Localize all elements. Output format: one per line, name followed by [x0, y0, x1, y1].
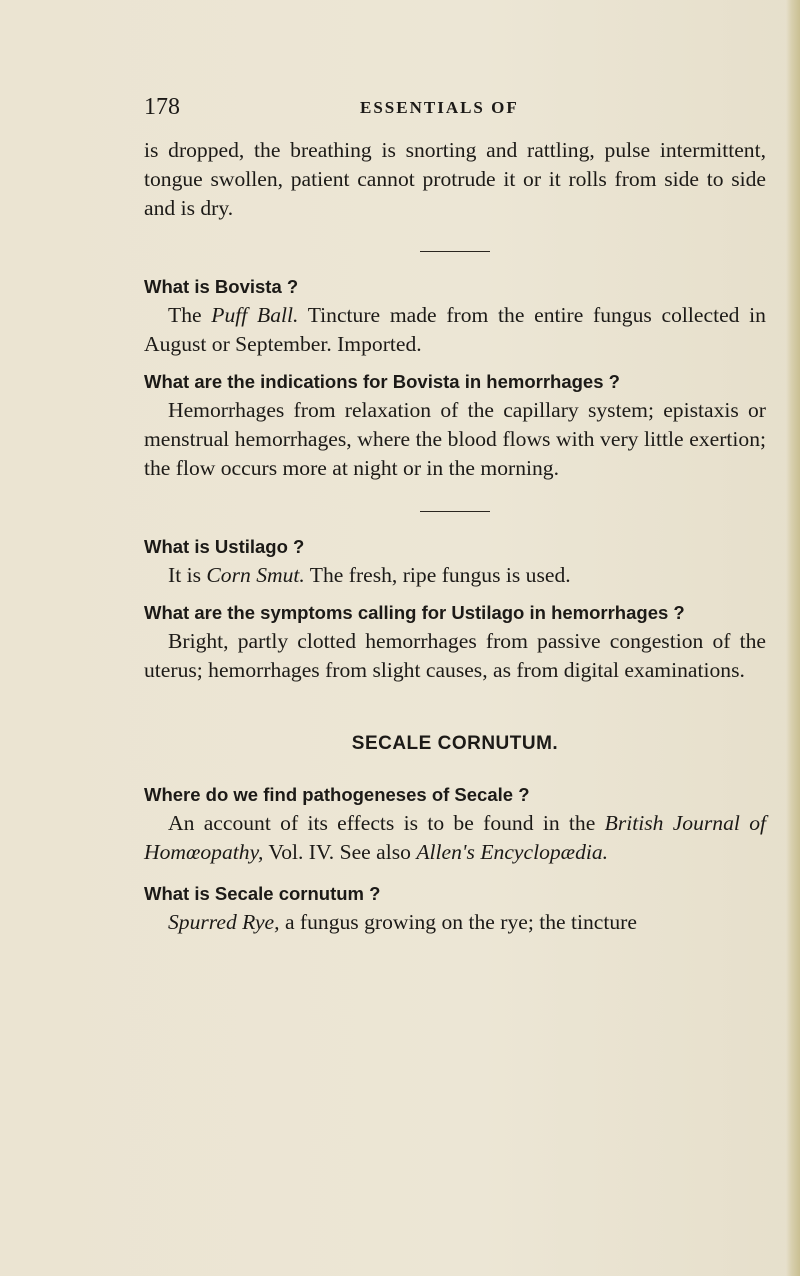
- answer-secale-pathogeneses: An account of its effects is to be found in the British Journal of Homœopathy, Vol. IV. See also Allen's Encyclopædia.: [144, 811, 767, 864]
- paragraph-continuation: is dropped, the breathing is snorting and rattling, pulse intermittent, tongue swollen, patient cannot protrude it or it rolls from side to side and is dry.: [144, 138, 766, 220]
- page-edge: [786, 0, 800, 1276]
- answer-ustilago: It is Corn Smut. The fresh, ripe fungus is used.: [168, 563, 571, 587]
- question-secale-cornutum: What is Secale cornutum ?: [144, 883, 381, 904]
- page-body: [144, 136, 766, 937]
- question-bovista: What is Bovista ?: [144, 276, 299, 297]
- page-number: 178: [144, 94, 180, 120]
- answer-ustilago-hemorrhages: Bright, partly clotted hemorrhages from passive congestion of the uterus; hemorrhages from slight causes, as from digital examinations.: [144, 629, 766, 682]
- question-secale-pathogeneses: Where do we find pathogeneses of Secale ?: [144, 784, 530, 805]
- answer-bovista-hemorrhages: Hemorrhages from relaxation of the capillary system; epistaxis or menstrual hemorrhages, where the blood flows with very little exertion; the flow occurs more at night or in the morning.: [144, 398, 766, 480]
- page-header: [144, 94, 764, 124]
- running-head: ESSENTIALS OF: [360, 98, 519, 117]
- answer-bovista: The Puff Ball. Tincture made from the entire fungus collected in August or September. Imported.: [144, 303, 766, 356]
- question-ustilago: What is Ustilago ?: [144, 536, 305, 557]
- question-bovista-hemorrhages: What are the indications for Bovista in hemorrhages ?: [144, 371, 620, 392]
- section-title-secale: SECALE CORNUTUM.: [351, 733, 559, 754]
- answer-secale-cornutum: Spurred Rye, a fungus growing on the rye; the tincture: [168, 910, 637, 934]
- question-ustilago-hemorrhages: What are the symptoms calling for Ustilago in hemorrhages ?: [144, 602, 685, 623]
